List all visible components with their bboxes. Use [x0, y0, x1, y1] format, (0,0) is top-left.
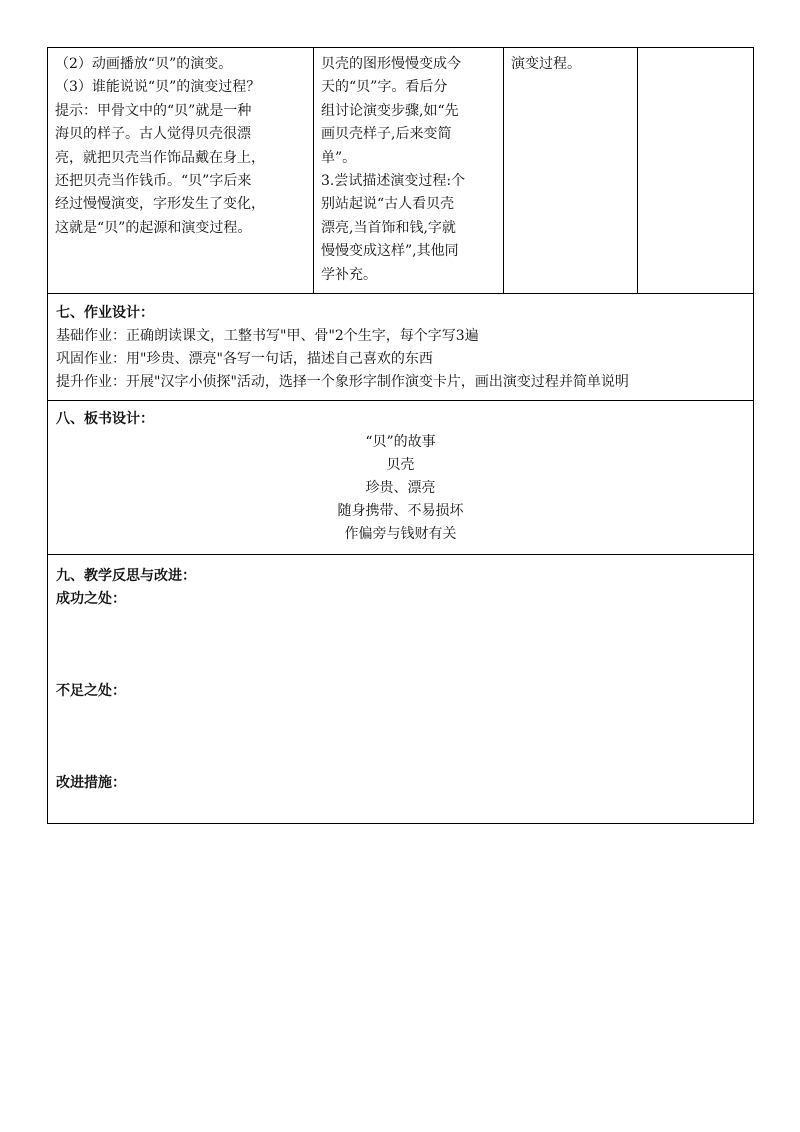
teacher-line: 经过慢慢演变，字形发生了变化，	[55, 196, 265, 213]
student-line: 3.尝试描述演变过程:个	[321, 173, 466, 190]
success-label: 成功之处：	[56, 591, 126, 607]
homework-row	[48, 294, 754, 401]
extra-cell	[638, 48, 754, 294]
student-line: 贝壳的图形慢慢变成今	[321, 56, 461, 72]
homework-line: 巩固作业：用"珍贵、漂亮"各写一句话，描述自己喜欢的东西	[56, 351, 433, 367]
lesson-plan-page	[47, 47, 753, 824]
teacher-line: （2）动画播放“贝”的演变。	[55, 56, 233, 72]
teacher-line: 海贝的样子。古人觉得贝壳很漂	[55, 126, 251, 143]
student-line: 天的“贝”字。看后分	[321, 79, 448, 96]
homework-cell	[48, 294, 754, 401]
student-line: 组讨论演变步骤,如“先	[321, 102, 459, 119]
teaching-process-row	[48, 48, 754, 294]
lesson-plan-table	[47, 47, 754, 824]
success-blank	[56, 611, 745, 680]
homework-line: 提升作业：开展"汉字小侦探"活动，选择一个象形字制作演变卡片，画出演变过程并简单说明	[56, 374, 629, 390]
student-line: 画贝壳样子,后来变简	[321, 126, 452, 143]
student-line: 单”。	[321, 149, 357, 166]
shortcoming-label: 不足之处：	[56, 683, 126, 699]
teacher-activity-cell	[48, 48, 314, 294]
teacher-line: 还把贝壳当作钱币。“贝”字后来	[55, 173, 252, 190]
student-line: 学补充。	[321, 266, 377, 283]
board-design-cell	[48, 401, 754, 555]
student-activity-cell	[314, 48, 504, 294]
board-line: 随身携带、不易损坏	[337, 503, 464, 519]
board-design-row	[48, 401, 754, 555]
teacher-line: 这就是“贝”的起源和演变过程。	[55, 219, 252, 236]
homework-line: 基础作业：正确朗读课文，工整书写"甲、骨"2个生字，每个字写3遍	[56, 328, 479, 344]
board-title: 八、板书设计：	[56, 411, 154, 427]
teacher-line: 亮，就把贝壳当作饰品戴在身上，	[55, 149, 265, 166]
teacher-line: 提示：甲骨文中的“贝”就是一种	[55, 102, 252, 119]
improve-label: 改进措施：	[56, 775, 126, 791]
shortcoming-blank	[56, 703, 745, 772]
reflection-title: 九、教学反思与改进：	[56, 568, 196, 584]
reflection-cell	[48, 555, 754, 824]
student-line: 别站起说“古人看贝壳	[321, 196, 455, 213]
design-intent-cell	[504, 48, 638, 294]
teacher-line: （3）谁能说说“贝”的演变过程？	[55, 79, 261, 96]
board-line: “贝”的故事	[365, 434, 436, 450]
reflection-row	[48, 555, 754, 824]
homework-title: 七、作业设计：	[56, 305, 154, 321]
board-line: 珍贵、漂亮	[365, 480, 436, 496]
student-line: 慢慢变成这样”,其他同	[321, 243, 459, 260]
board-line: 贝壳	[386, 457, 415, 473]
design-intent-text: 演变过程。	[511, 56, 581, 72]
board-line: 作偏旁与钱财有关	[344, 526, 457, 542]
student-line: 漂亮,当首饰和钱,字就	[321, 219, 456, 236]
